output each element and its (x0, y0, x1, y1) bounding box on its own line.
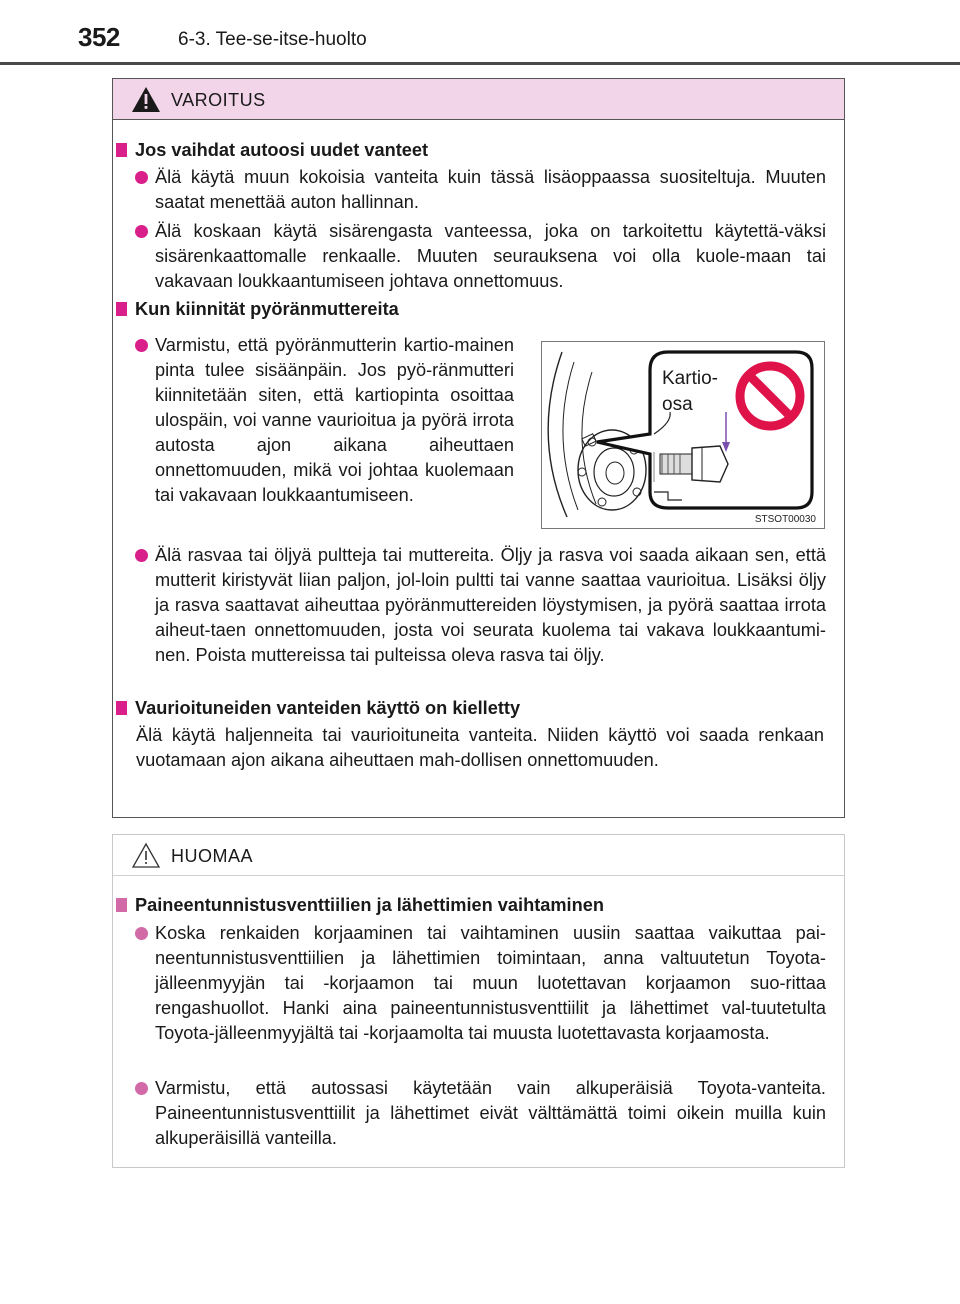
callout-label: Kartio- osa (662, 368, 718, 415)
section-heading: Vaurioituneiden vanteiden käyttö on kielletty (113, 696, 844, 721)
list-item: Älä rasvaa tai öljyä pultteja tai muttereita. Öljy ja rasva voi saada aikaan sen, että mutterit kiristyvät liian paljon, jol-loin pultti tai vanne saattaa vaurioitua. Lisäksi öljy ja rasva saattavat aiheuttaa pyöränmuttereiden löystymisen, ja pyörä saattaa irrota aiheut-taen onnettomuuden, josta voi seurata kuolema tai vakava loukkaantumi-nen. Poista muttereissa tai pulteissa oleva rasva tai öljy. (135, 543, 826, 668)
square-bullet-icon (116, 701, 127, 715)
section-title: 6-3. Tee-se-itse-huolto (178, 29, 367, 50)
list-item: Älä koskaan käytä sisärengasta vanteessa, joka on tarkoitettu käytettä-väksi sisärenkaattomalle renkaalle. Muuten seurauksena voi olla kuole-maan tai vakavaan loukkaantumiseen johtava onnettomuus. (135, 219, 826, 294)
square-bullet-icon (116, 143, 127, 157)
section-heading: Kun kiinnität pyöränmuttereita (113, 297, 844, 322)
round-bullet-icon (135, 171, 148, 184)
notice-header (113, 835, 844, 876)
warning-header (113, 79, 844, 120)
warning-box (112, 78, 845, 818)
list-item: Koska renkaiden korjaaminen tai vaihtaminen uusiin saattaa vaikuttaa pai-neentunnistusventtiilien ja lähettimien toimintaan, anna valtuutetun Toyota-jälleenmyyjän tai -korjaamon tai muun luotettavan korjaamon suo-rittaa rengashuollot. Hanki aina paineentunnistusventtiilit ja lähettimet val-tuutetulta Toyota-jälleenmyyjältä tai -korjaamolta tai muusta luotettavasta korjaamosta. (135, 921, 826, 1046)
round-bullet-icon (135, 339, 148, 352)
notice-title: HUOMAA (171, 846, 254, 866)
header-rule (0, 62, 960, 65)
page-header (0, 0, 960, 64)
round-bullet-icon (135, 927, 148, 940)
round-bullet-icon (135, 225, 148, 238)
list-item: Varmistu, että autossasi käytetään vain alkuperäisiä Toyota-vanteita. Paineentunnistusventtiilit ja lähettimet eivät välttämättä toimi oikein muilla kuin alkuperäisillä vanteilla. (135, 1076, 826, 1151)
figure-code: STSOT00030 (754, 514, 816, 525)
square-bullet-icon (116, 898, 127, 912)
notice-box (112, 834, 845, 1168)
list-item: Älä käytä muun kokoisia vanteita kuin tässä lisäoppaassa suositeltuja. Muuten saatat menettää auton hallinnan. (135, 165, 826, 215)
round-bullet-icon (135, 549, 148, 562)
warning-triangle-icon (131, 86, 161, 113)
warning-title: VAROITUS (171, 90, 266, 110)
caution-triangle-icon (131, 842, 161, 869)
paragraph: Älä käytä haljenneita tai vaurioituneita vanteita. Niiden käyttö voi saada renkaan vuotamaan ajon aikana aiheuttaen mah-dollisen onnettomuuden. (136, 725, 824, 770)
page-number: 352 (78, 22, 120, 52)
list-item: Varmistu, että pyöränmutterin kartio-mainen pinta tulee sisäänpäin. Jos pyö-ränmutteri kiinnitetään siten, että kartiopinta osoittaa ulospäin, voi vanne vaurioitua ja pyörä irrota autosta ajon aikana aiheuttaen onnettomuuden, mikä voi johtaa kuolemaan tai vakavaan loukkaantumiseen. (135, 333, 514, 508)
wheel-nut-illustration (541, 341, 825, 529)
section-heading: Paineentunnistusventtiilien ja lähettimien vaihtaminen (113, 893, 844, 918)
section-heading: Jos vaihdat autoosi uudet vanteet (113, 138, 844, 163)
round-bullet-icon (135, 1082, 148, 1095)
square-bullet-icon (116, 302, 127, 316)
